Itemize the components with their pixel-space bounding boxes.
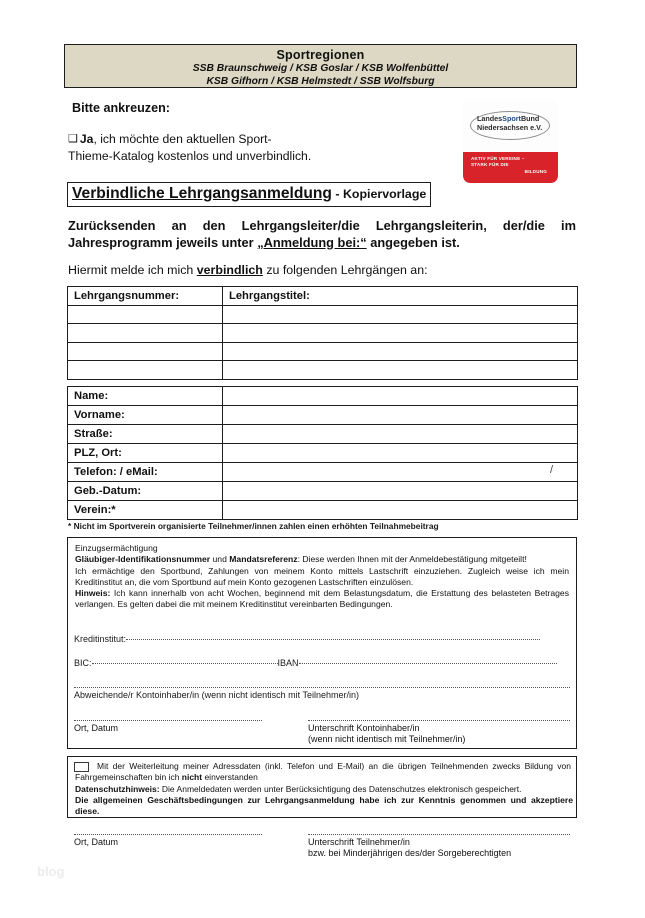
datenschutzhinweis-text: Die Anmeldedaten werden unter Berücksichtigung des Datenschutzes elektronisch gespeichert. xyxy=(159,784,522,794)
table-row xyxy=(68,463,578,482)
return-instructions xyxy=(68,218,576,251)
course-title-input-3[interactable] xyxy=(223,342,578,361)
final-signature-label-line2: bzw. bei Minderjährigen des/der Sorgeberechtigten xyxy=(308,848,512,858)
logo-banner-text xyxy=(471,156,551,175)
iban-label: IBAN xyxy=(277,658,299,668)
kreditinstitut-field-row[interactable] xyxy=(74,634,570,644)
catalog-consent-text-line2: Thieme-Katalog kostenlos und unverbindlich. xyxy=(68,149,312,163)
return-instructions-part2: angegeben ist. xyxy=(366,234,460,250)
sepa-creditor-id-label: Gläubiger-Identifikationsnummer xyxy=(75,554,211,565)
input-name[interactable] xyxy=(223,387,578,406)
sepa-heading: Einzugsermächtigung xyxy=(75,543,158,553)
sepa-hinweis-label: Hinweis: xyxy=(75,588,111,599)
abweichender-kontoinhaber-label: Abweichende/r Kontoinhaber/in (wenn nicht identisch mit Teilnehmer/in) xyxy=(74,690,359,700)
banner-regions-line-2: KSB Gifhorn / KSB Helmstedt / SSB Wolfsburg xyxy=(206,75,435,87)
sepa-p1-rest: : Diese werden Ihnen mit der Anmeldebestätigung mitgeteilt! xyxy=(297,554,527,565)
catalog-consent-text: , ich möchte den aktuellen Sport- xyxy=(93,132,272,146)
table-row[interactable] xyxy=(68,324,578,343)
banner-regions-line-1: SSB Braunschweig / KSB Goslar / KSB Wolfenbüttel xyxy=(192,63,449,74)
logo-banner-line-3: BILDUNG xyxy=(524,168,547,174)
label-plz-ort: PLZ, Ort: xyxy=(68,444,223,463)
sepa-p1-mid: und xyxy=(210,554,230,565)
table-row xyxy=(68,501,578,520)
sepa-ort-datum-label: Ort, Datum xyxy=(74,723,119,733)
logo-red-banner xyxy=(463,152,558,183)
binding-declaration-part2: zu folgenden Lehrgängen an: xyxy=(262,263,428,277)
course-number-input-4[interactable] xyxy=(68,361,223,380)
return-instructions-part1: Zurücksenden an den Lehrgangsleiter/die Lehrgangsleiterin, der/die im Jahresprogramm jeweils unter xyxy=(68,218,576,250)
final-signature-label xyxy=(308,837,578,859)
sepa-signature-line[interactable] xyxy=(308,719,570,721)
sepa-mandate-ref-label: Mandatsreferenz xyxy=(229,554,298,565)
bic-iban-field-row[interactable] xyxy=(74,658,570,668)
sepa-signature-label-line2: (wenn nicht identisch mit Teilnehmer/in) xyxy=(308,733,466,744)
sepa-authorization-paragraph: Ich ermächtige den Sportbund, Zahlungen von meinem Konto mittels Lastschrift einzuziehen. Zugleich weise ich mein Kreditinstitut an, die vom Sportbund auf mein Konto gezogenen Lastschriften einzulösen. xyxy=(75,565,569,587)
course-title-input-4[interactable] xyxy=(223,361,578,380)
bic-label: BIC: xyxy=(74,658,92,668)
column-header-course-number: Lehrgangsnummer: xyxy=(68,287,223,306)
final-signature-label-line1: Unterschrift Teilnehmer/in xyxy=(308,837,410,847)
form-title: Verbindliche Lehrgangsanmeldung xyxy=(72,185,332,202)
column-header-course-title: Lehrgangstitel: xyxy=(223,287,578,306)
binding-declaration-part1: Hiermit melde ich mich xyxy=(68,263,197,277)
logo-banner-line-1: AKTIV FÜR VEREINE – xyxy=(471,156,525,161)
table-row[interactable] xyxy=(68,342,578,361)
table-row xyxy=(68,406,578,425)
label-strasse: Straße: xyxy=(68,425,223,444)
catalog-consent-block[interactable] xyxy=(68,131,368,165)
sepa-signature-label-line1: Unterschrift Kontoinhaber/in xyxy=(308,723,420,733)
label-verein: Verein:* xyxy=(68,501,223,520)
final-signature-line[interactable] xyxy=(308,833,570,835)
table-row xyxy=(68,425,578,444)
sepa-hinweis-text: Ich kann innerhalb von acht Wochen, beginnend mit dem Belastungsdatum, die Erstattung des belasteten Betrages verlangen. Es gelten dabei die mit meinem Kreditinstitut vereinbarten Bedingungen. xyxy=(75,588,569,610)
table-header-row xyxy=(68,287,578,306)
table-row xyxy=(68,444,578,463)
logo-subline: Niedersachsen e.V. xyxy=(477,122,543,132)
datenschutzhinweis-label: Datenschutzhinweis: xyxy=(75,784,160,794)
input-plz-ort[interactable] xyxy=(223,444,578,463)
final-ort-datum-line[interactable] xyxy=(74,833,262,835)
sepa-ort-datum-line[interactable] xyxy=(74,719,262,721)
label-telefon-email: Telefon: / eMail: xyxy=(68,463,223,482)
input-strasse[interactable] xyxy=(223,425,578,444)
telefon-email-separator: / xyxy=(550,464,554,476)
course-number-input-1[interactable] xyxy=(68,305,223,324)
label-name: Name: xyxy=(68,387,223,406)
personal-data-table xyxy=(67,386,578,520)
checkbox-square-icon[interactable]: ❑ xyxy=(68,133,78,145)
table-row[interactable] xyxy=(68,361,578,380)
abweichender-kontoinhaber-input-line[interactable] xyxy=(74,686,570,688)
logo-wordmark xyxy=(477,115,553,132)
logo-word-sport: Sport xyxy=(502,114,521,123)
datenschutzhinweis-paragraph xyxy=(75,784,571,795)
kreditinstitut-input-line[interactable] xyxy=(126,639,540,640)
carpool-optout-text xyxy=(75,761,571,783)
carpool-text-nicht: nicht xyxy=(181,772,203,782)
label-vorname: Vorname: xyxy=(68,406,223,425)
sepa-mandate-text xyxy=(75,543,569,611)
course-title-input-1[interactable] xyxy=(223,305,578,324)
logo-banner-line-2: STARK FÜR DIE xyxy=(471,162,509,168)
course-title-input-2[interactable] xyxy=(223,324,578,343)
label-geburtsdatum: Geb.-Datum: xyxy=(68,482,223,501)
bic-input-line[interactable] xyxy=(92,663,278,664)
table-row xyxy=(68,387,578,406)
input-verein[interactable] xyxy=(223,501,578,520)
lsb-niedersachsen-logo xyxy=(463,100,558,183)
sepa-signature-label xyxy=(308,723,570,744)
bitte-ankreuzen-label: Bitte ankreuzen: xyxy=(72,101,170,115)
form-title-box xyxy=(67,182,431,207)
ja-label: Ja xyxy=(79,132,94,146)
input-vorname[interactable] xyxy=(223,406,578,425)
courses-table xyxy=(67,286,578,380)
agb-acceptance-text: Die allgemeinen Geschäftsbedingungen zur Lehrgangsanmeldung habe ich zur Kenntnis genommen und akzeptiere diese. xyxy=(75,795,573,817)
carpool-text-part1: Mit der Weiterleitung meiner Adressdaten (inkl. Telefon und E-Mail) an die übrigen Teilnehmenden zwecks Bildung von Fahrgemeinschaften bin ich xyxy=(75,761,571,782)
course-number-input-3[interactable] xyxy=(68,342,223,361)
final-ort-datum-label: Ort, Datum xyxy=(74,837,119,847)
form-title-suffix: - Kopiervorlage xyxy=(331,187,427,201)
iban-input-line[interactable] xyxy=(299,663,557,664)
verein-footnote: * Nicht im Sportverein organisierte Teilnehmer/innen zahlen einen erhöhten Teilnahmebeitrag xyxy=(68,521,439,531)
input-geburtsdatum[interactable] xyxy=(223,482,578,501)
return-instructions-quoted: „Anmeldung bei:“ xyxy=(257,234,367,250)
sportregionen-banner xyxy=(64,44,577,88)
kreditinstitut-label: Kreditinstitut: xyxy=(74,634,127,644)
logo-word-landes: Landes xyxy=(477,114,503,123)
binding-declaration xyxy=(68,263,428,277)
table-row xyxy=(68,482,578,501)
binding-declaration-emphasis: verbindlich xyxy=(196,263,263,277)
course-number-input-2[interactable] xyxy=(68,324,223,343)
input-telefon-email[interactable] xyxy=(223,463,578,482)
table-row[interactable] xyxy=(68,305,578,324)
logo-word-bund: Bund xyxy=(520,114,540,123)
carpool-text-part2: einverstanden xyxy=(202,772,258,782)
page-watermark: blog xyxy=(37,864,65,879)
data-protection-box xyxy=(67,756,577,818)
banner-title: Sportregionen xyxy=(276,48,365,62)
